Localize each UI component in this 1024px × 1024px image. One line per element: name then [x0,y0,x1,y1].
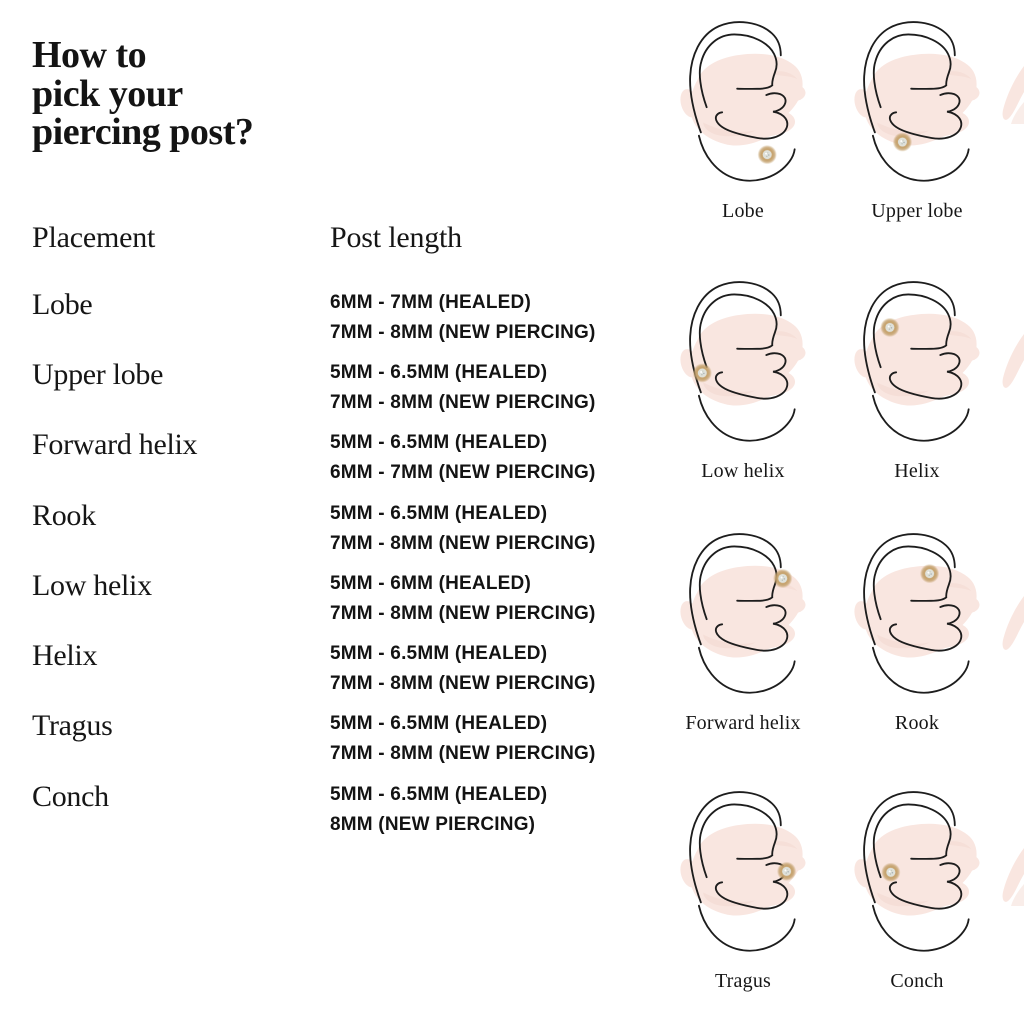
paint-fleck [998,62,1024,126]
post-length-values [330,288,596,348]
paint-fleck [998,844,1024,908]
piercing-stud-icon [777,862,796,881]
ear-caption: Forward helix [685,712,801,734]
placement-label: Conch [32,780,109,813]
page-title [32,36,253,152]
blush-swatch [854,824,980,916]
ear-illustration [680,788,806,958]
post-length-healed: 5MM - 6.5MM (HEALED) [330,643,548,664]
placement-label: Lobe [32,288,93,321]
post-length-healed: 6MM - 7MM (HEALED) [330,292,531,313]
ear-diagram [658,788,828,1018]
piercing-stud-icon [773,569,792,588]
ear-diagram [658,18,828,248]
piercing-stud-icon [758,145,777,164]
ear-diagram [658,530,828,760]
post-length-values [330,780,547,840]
blush-swatch [854,54,980,146]
placement-label: Forward helix [32,428,198,461]
post-length-new-piercing: 7MM - 8MM (NEW PIERCING) [330,392,596,413]
ear-illustration [854,530,980,700]
ear-caption: Rook [894,712,940,734]
ear-caption: Tragus [714,970,772,992]
post-length-new-piercing: 7MM - 8MM (NEW PIERCING) [330,743,596,764]
piercing-stud-icon [693,363,712,382]
paint-fleck [998,330,1024,394]
post-length-values [330,428,596,488]
ear-caption: Low helix [701,460,785,482]
column-header-post-length: Post length [330,221,462,254]
ear-diagram [658,278,828,508]
piercing-stud-icon [893,132,912,151]
blush-swatch [680,314,806,406]
post-length-values [330,639,596,699]
ear-diagram [832,278,1002,508]
ear-illustration [680,278,806,448]
post-length-new-piercing: 7MM - 8MM (NEW PIERCING) [330,603,596,624]
post-length-healed: 5MM - 6MM (HEALED) [330,573,531,594]
placement-label: Tragus [32,709,113,742]
ear-illustration [854,278,980,448]
post-length-healed: 5MM - 6.5MM (HEALED) [330,503,548,524]
paint-fleck [998,592,1024,656]
title-line-2: pick your [32,72,183,115]
placement-label: Low helix [32,569,152,602]
piercing-stud-icon [881,863,900,882]
blush-swatch [854,314,980,406]
ear-illustration [854,18,980,188]
post-length-values [330,709,596,769]
ear-illustration [854,788,980,958]
post-length-healed: 5MM - 6.5MM (HEALED) [330,713,548,734]
ear-caption: Conch [890,970,944,992]
column-header-placement: Placement [32,221,156,254]
post-length-values [330,358,596,418]
post-length-healed: 5MM - 6.5MM (HEALED) [330,784,548,805]
post-length-values [330,569,596,629]
blush-swatch [854,566,980,658]
placement-label: Upper lobe [32,358,164,391]
post-length-healed: 5MM - 6.5MM (HEALED) [330,432,548,453]
ear-illustration [680,18,806,188]
post-length-values [330,499,596,559]
ear-diagram [832,788,1002,1018]
post-length-new-piercing: 6MM - 7MM (NEW PIERCING) [330,462,596,483]
ear-caption: Helix [894,460,940,482]
post-length-new-piercing: 7MM - 8MM (NEW PIERCING) [330,673,596,694]
post-length-new-piercing: 7MM - 8MM (NEW PIERCING) [330,533,596,554]
post-length-new-piercing: 8MM (NEW PIERCING) [330,814,536,835]
blush-swatch [680,54,806,146]
ear-illustration [680,530,806,700]
piercing-stud-icon [880,318,899,337]
ear-caption: Lobe [722,200,764,222]
placement-label: Helix [32,639,98,672]
title-line-1: How to [32,34,147,76]
title-line-3: piercing post? [32,111,254,153]
ear-diagram [832,530,1002,760]
post-length-new-piercing: 7MM - 8MM (NEW PIERCING) [330,322,596,343]
piercing-stud-icon [920,564,939,583]
ear-caption: Upper lobe [871,200,963,222]
ear-diagram [832,18,1002,248]
placement-label: Rook [32,499,96,532]
post-length-healed: 5MM - 6.5MM (HEALED) [330,362,548,383]
